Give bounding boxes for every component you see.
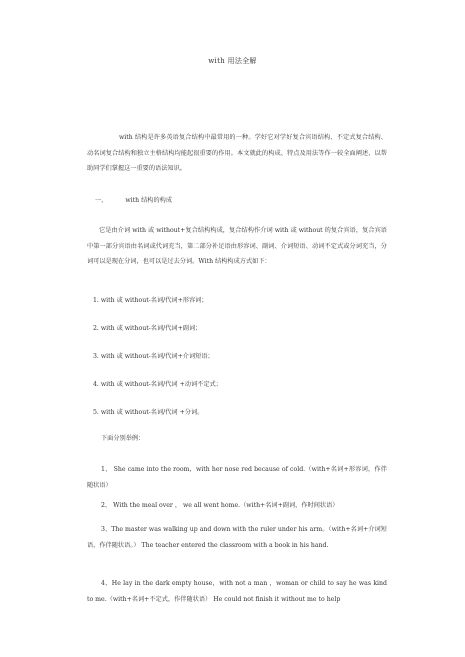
form-item: 2. with 或 without-名词/代词+副词；: [93, 325, 202, 332]
intro-paragraph: with 结构是许多英语复合结构中最常用的一种。学好它对学好复合宾语结构、不定式复合结构、动名词复合结构和独立主格结构均能起很重要的作用。本文就此的构成、特点及用法等作一较全面阐述，以帮助同学们掌握这一重要的语法知识。: [87, 134, 387, 172]
construct-paragraph: 它是由介词 with 或 without+复合结构构成，复合结构作介词 with 或 without 的复合宾语，复合宾语中第一部分宾语由名词或代词充当，第二部分补足语由形容词、副词、介词短语、动词不定式或分词充当，分词可以是现在分词，也可以是过去分词。With 结构构成方式如下：: [87, 227, 387, 265]
form-item: 5. with 或 without-名词/代词 +分词。: [93, 409, 204, 416]
section-heading-text: with 结构的构成: [125, 197, 173, 204]
example-item: 3、The master was walking up and down with the ruler under his arm。（with+名词+介词短语，作伴随状语。） The teacher entered the classroom with a book in his hand.: [87, 526, 387, 549]
form-item: 1. with 或 without-名词/代词+形容词；: [93, 297, 208, 304]
section-heading-number: 一、: [95, 197, 108, 204]
section-heading: [95, 193, 395, 209]
form-item: 4. with 或 without-名词/代词 +动词不定式；: [93, 381, 222, 388]
example-item: 1、 She came into the room，with her nose red because of cold.（with+名词+形容词，作伴随状语）: [87, 466, 387, 489]
examples-label: 下面分别举例：: [101, 435, 145, 442]
document-title: with 用法全解: [208, 57, 257, 65]
example-item: 2、 With the meal over ， we all went home.（with+名词+副词，作时间状语）: [101, 502, 339, 509]
example-item: 4、He lay in the dark empty house，with not a man ，woman or child to say he was kind to me.（with+名词+不定式，作伴随状语） He could not finish it without me to help: [87, 580, 387, 603]
form-item: 3. with 或 without-名词/代词+介词短语；: [93, 353, 214, 360]
